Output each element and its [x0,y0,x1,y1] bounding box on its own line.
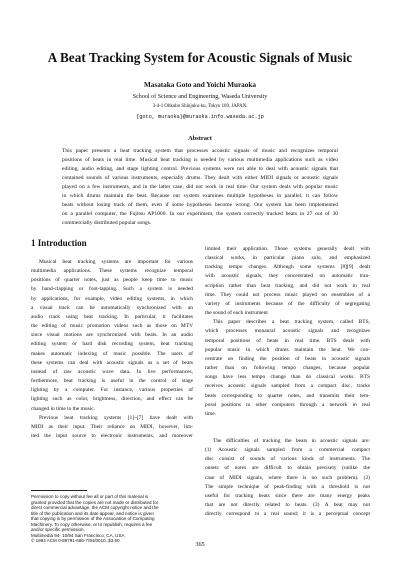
abstract-line: contained sounds of various instruments, especially drums. They dealt with either MIDI signals or acoustic signals [62,175,338,181]
body-text-line: time. [205,410,217,417]
body-text-line: MIDI as their input. Their reliance on MIDI, however, lim- [31,423,193,430]
body-text-line: disc consist of sounds of various kinds of instruments. The [205,456,370,463]
abstract-heading: Abstract [188,135,212,142]
body-text-line: instead of raw acoustic wave data. In live performances, [31,368,193,375]
body-text-line: directly correspond to a real sound; it is a perceptual concept [205,511,370,518]
body-text-line: useful for tracking beats since there are many energy peaks [205,492,370,499]
body-text-line: these systems can deal with acoustic signals as a set of beats [31,359,193,366]
right-column-text [205,245,370,419]
paper-title: A Beat Tracking System for Acoustic Signals of Music [47,50,353,65]
page-number: 365 [195,541,205,548]
body-text-line: lighting by a computer. For instance, various properties of [31,387,193,394]
body-text-line: multimedia applications. These systems recognize temporal [31,268,193,275]
body-text-line: editing system or hard disk recording system, beat tracking [31,341,193,348]
body-text-line: temporal positions of beats in real time. BTS deals with [205,337,370,344]
body-text-line: by applications, for example, video editing systems, in which [31,295,193,302]
body-text-line: popular music in which drums maintain the beat. We con- [205,346,370,353]
footnote-line: that copying is by permission of the Association of Computing [31,516,155,522]
abstract-body [62,147,338,228]
body-text-line: scription rather than beat tracking, and did not work in real [205,282,370,289]
body-text-line: the editing of music promotion videos such as those on MTV [31,323,193,330]
body-text-line: positions of quarter notes, just as people keep time to music [31,277,193,284]
body-text-line: Previous beat tracking systems [1]~[7] have dealt with [39,414,193,421]
footnote-line: granted provided that the copies are not made or distributed for [31,499,159,505]
body-text-line: poral positions to other computers through a network in real [205,401,370,408]
body-text-line: makes automatic indexing of music possible. The users of [31,350,193,357]
author-emails: {goto, muraoka}@muraoka.info.waseda.ac.jp [136,114,264,120]
abstract-line: This paper presents a beat tracking system that processes acoustic signals of music and recognizes temporal [62,148,338,154]
footnote-line: © 1994 ACM 0-89791-686-7/94/0010..$3.50 [31,538,120,544]
body-text-line: time. They could not process music played on ensembles of a [205,291,370,298]
body-text-line: centrate on finding the position of beats in acoustic signals [205,355,370,362]
footnote-line: Machinery. To copy otherwise, or to republish, requires a fee [31,521,153,527]
abstract-line: on a parallel computer, the Fujitsu AP1000. In our experiment, the system correctly tracked beats in 27 out of 30 [62,211,338,217]
body-text-line: beats corresponding to quarter notes, and transmits their tem- [205,392,370,399]
abstract-line: positions of beats in real time. Musical beat tracking is needed by various multimedia applications such as video [62,157,338,163]
body-text-line: classical works, in particular piano solo, and emphasized [205,255,370,262]
affiliation: School of Science and Engineering, Waseda University [132,94,268,100]
body-text-line: (1) Acoustic signals sampled from a commercial compact [205,447,370,454]
body-text-line: case of MIDI signals, where there is no such problem). (2) [205,474,370,481]
body-text-line: The simple technique of peak-finding with a threshold is not [205,483,370,490]
body-text-line: which processes monaural acoustic signals and recognizes [205,328,370,335]
abstract-line: editing, audio editing, and stage lighting control. Previous systems were not able to deal with acoustic signals that [62,166,338,172]
abstract-line: played on a few instruments, and in the latter case, did not work in real time. Our system deals with popular music [62,184,338,190]
body-text-line: with acoustic signals, they concentrated on automatic tran- [205,273,370,280]
body-text-line: receives acoustic signals sampled from a compact disc, tracks [205,383,370,390]
footnote-line: Permission to copy without fee all or part of this material is [31,494,149,499]
section-heading-introduction: 1 Introduction [31,238,87,248]
body-text-line: rather than on following tempo changes, because popular [205,365,370,372]
body-text-line: audio track using beat tracking. In particular, it facilitates [31,313,193,320]
footnote-rule [31,490,87,491]
body-text-line: changed in time to the music. [31,405,96,412]
body-text-line: lighting such as color, brightness, direction, and effect can be [31,396,193,403]
footnote-line: and/or specific permission. [31,527,85,533]
copyright-footnote [31,494,193,544]
right-column-text-continued [205,437,370,519]
author-names: Masataka Goto and Yoichi Muraoka [144,81,256,89]
body-text-line: a visual track can be automatically synchronized with an [31,304,193,311]
body-text-line: onsets of notes are difficult to obtain precisely (unlike the [205,465,370,472]
body-text-line: ited the input source to electronic instruments, and moreover [31,432,193,439]
body-text-line: The difficulties of tracking the beats in acoustic signals are: [213,438,370,444]
body-text-line: by hand-clapping or foot-tapping. Such a system is needed [31,286,193,293]
footnote-line: Multimedia 94- 10/94 San Francisco, CA, USA [31,532,125,538]
left-column-text [31,258,193,441]
body-text-line: tracking tempo changes. Although some systems [8][9] dealt [205,264,370,271]
body-text-line: Musical beat tracking systems are important for various [39,259,193,265]
body-text-line: the sound of each instrument. [205,310,270,317]
abstract-line: in which drums maintain the beat. Because our system examines multiple hypotheses in parallel, it can follow [62,193,338,199]
body-text-line: variety of instruments because of the difficulty of segregating [205,300,370,307]
body-text-line: since visual motions are synchronized with beats. In an audio [31,332,193,339]
body-text-line: limited their application. Those systems generally dealt with [205,246,370,252]
body-text-line: that are not directly related to beats. (3) A beat may not [205,502,370,509]
abstract-line: commercially distributed popular songs. [62,220,152,226]
footnote-line: title of the publication and its date appear, and notice is given [31,510,154,516]
body-text-line: furthermore, beat tracking is useful in the control of stage [31,378,193,385]
abstract-line: beats without losing track of them, even if some hypotheses become wrong. Our system has been implemented [62,202,338,208]
postal-address: 3-4-1 Ohkubo Shinjuku-ku, Tokyo 169, JAPAN. [152,104,248,109]
footnote-line: direct commercial advantage, the ACM copyright notice and the [31,505,159,511]
body-text-line: This paper describes a beat tracking system, called BTS, [213,319,370,326]
body-text-line: songs have less tempo change than do classical works. BTS [205,374,370,381]
